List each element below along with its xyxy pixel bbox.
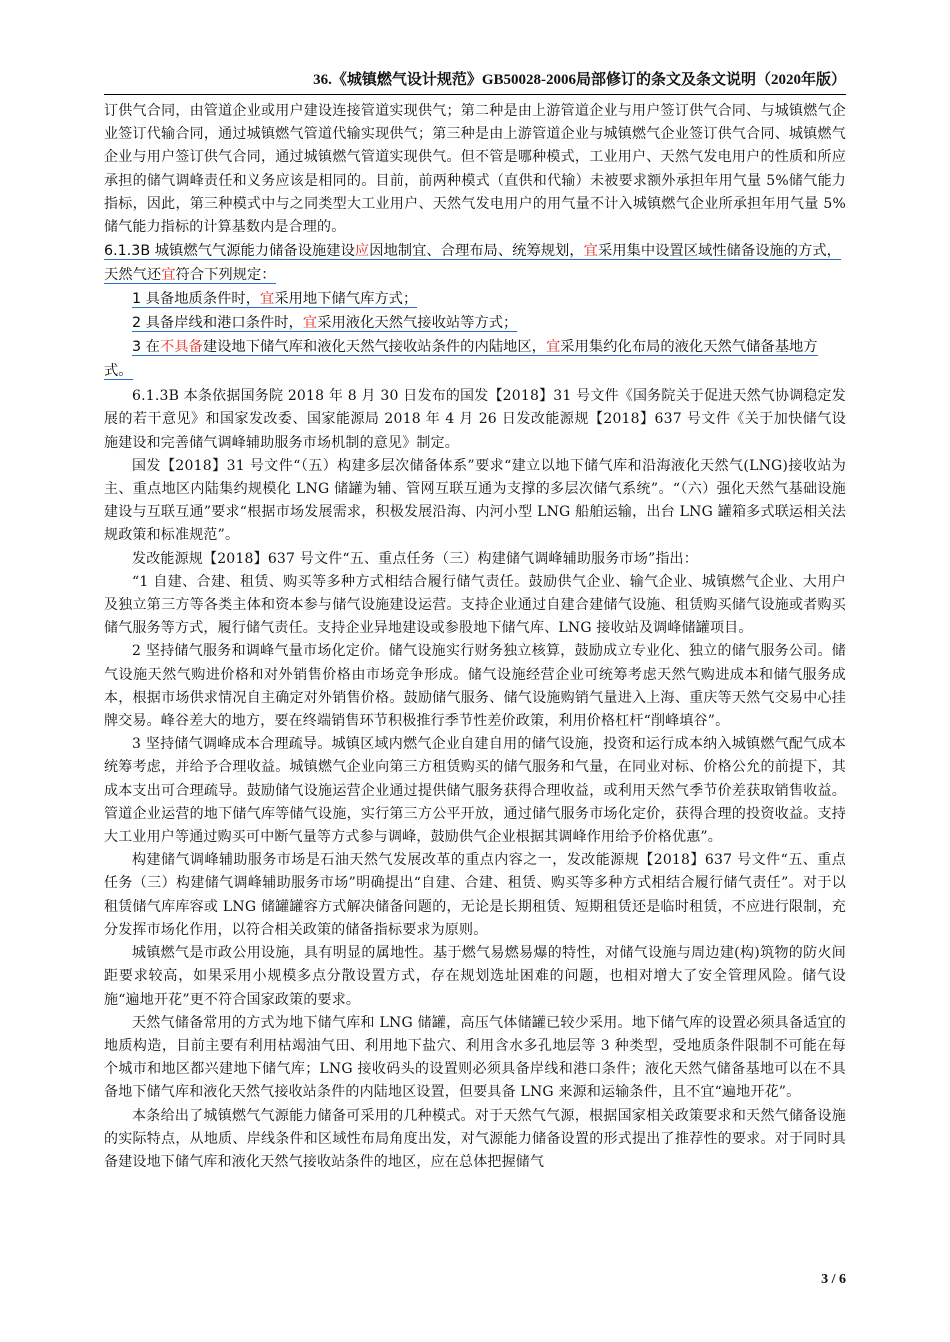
modal-word: 宜 — [302, 315, 318, 332]
clause-text: 6.1.3B 城镇燃气气源能力储备设施建设 — [104, 243, 355, 260]
explanation-paragraph: 3 坚持储气调峰成本合理疏导。城镇区域内燃气企业自建自用的储气设施，投资和运行成本纳入城镇燃气配气成本统筹考虑，并给予合理收益。城镇燃气企业向第三方租赁购买的储气服务和气量，在同业对标、价格公允的前提下，其成本支出可合理疏导。鼓励储气设施运营企业通过提供储气服务获得合理收益，或利用天然气季节价差获取销售收益。管道企业运营的地下储气库等储气设施，实行第三方公平开放，通过储气服务市场化定价，获得合理的投资收益。支持大工业用户等通过购买可中断气量等方式参与调峰，鼓励供气企业根据其调峰作用给予价格优惠”。 — [104, 736, 846, 846]
clause-text: 因地制宜、合理布局、统筹规划， — [369, 243, 584, 260]
clause-text: 建设地下储气库和液化天然气接收站条件的内陆地区， — [202, 339, 546, 356]
page-number: 3 / 6 — [821, 1272, 846, 1287]
clause-heading-line — [104, 243, 841, 284]
modal-word: 应 — [354, 243, 370, 260]
clause-text: 2 具备岸线和港口条件时， — [132, 315, 303, 332]
header-divider — [104, 94, 846, 95]
clause-text: 采用集中设置区域性储备设施的方式，天然气还 — [104, 243, 841, 284]
modal-word: 宜 — [545, 339, 561, 356]
clause-text: 3 在 — [132, 339, 160, 356]
modal-word: 宜 — [161, 267, 176, 284]
page-content — [104, 100, 846, 1174]
clause-item-2 — [104, 311, 846, 335]
explanation-paragraph: 国发【2018】31 号文件“（五）构建多层次储备体系”要求“建立以地下储气库和沿海液化天然气(LNG)接收站为主、重点地区内陆集约规模化 LNG 储罐为辅、管网互联互通为支撑的多层次储气系统”。“（六）强化天然气基础设施建设与互联互通”要求“根据市场发展需求，积极发展沿海、内河小型 LNG 船舶运输，出台 LNG 罐箱多式联运相关法规政策和标准规范”。 — [104, 457, 846, 544]
clause-6-1-3b — [104, 239, 846, 383]
clause-item-line — [104, 339, 818, 380]
clause-item-1 — [104, 287, 846, 311]
explanation-paragraph: 发改能源规【2018】637 号文件“五、重点任务（三）构建储气调峰辅助服务市场”指出： — [132, 550, 698, 567]
explanation-paragraph: 构建储气调峰辅助服务市场是石油天然气发展改革的重点内容之一，发改能源规【2018】637 号文件“五、重点任务（三）构建储气调峰辅助服务市场”明确提出“自建、合建、租赁、购买等多种方式相结合履行储气责任”。对于以租赁储气库库容或 LNG 储罐罐容方式解决储备问题的，无论是长期租赁、短期租赁还是临时租赁，不应进行限制，充分发挥市场化作用，以符合相关政策的储备指标要求为原则。 — [104, 852, 846, 938]
explanation-paragraph: 天然气储备常用的方式为地下储气库和 LNG 储罐，高压气体储罐已较少采用。地下储气库的设置必须具备适宜的地质构造，目前主要有利用枯竭油气田、利用地下盐穴、利用含水多孔地层等 3 种类型，受地质条件限制不可能在每个城市和地区都兴建地下储气库；LNG 接收码头的设置则必须具备岸线和港口条件；液化天然气储备基地可以在不具备地下储气库和液化天然气接收站条件的内陆地区设置，但要具备 LNG 来源和运输条件，且不宜“遍地开花”。 — [104, 1014, 846, 1101]
explanation-paragraph: 6.1.3B 本条依据国务院 2018 年 8 月 30 日发布的国发【2018】31 号文件《国务院关于促进天然气协调稳定发展的若干意见》和国家发改委、国家能源局 2018 年 4 月 26 日发改能源规【2018】637 号文件《关于加快储气设施建设和完善储气调峰辅助服务市场机制的意见》制定。 — [104, 388, 846, 451]
page-header-title: 36.《城镇燃气设计规范》GB50028-2006局部修订的条文及条文说明（2020年版） — [313, 72, 846, 88]
modal-word: 不具备 — [159, 339, 203, 356]
clause-text: 采用地下储气库方式； — [274, 291, 418, 308]
explanation-paragraph: 本条给出了城镇燃气气源能力储备可采用的几种模式。对于天然气气源，根据国家相关政策要求和天然气储备设施的实际特点，从地质、岸线条件和区域性布局角度出发，对气源能力储备设置的形式提出了推荐性的要求。对于同时具备建设地下储气库和液化天然气接收站条件的地区，应在总体把握储气 — [104, 1107, 846, 1170]
clause-text: 1 具备地质条件时， — [132, 291, 261, 308]
explanation-paragraph: 城镇燃气是市政公用设施，具有明显的属地性。基于燃气易燃易爆的特性，对储气设施与周边建(构)筑物的防火间距要求较高，如果采用小规模多点分散设置方式，存在规划选址困难的问题，也相对增大了安全管理风险。储气设施“遍地开花”更不符合国家政策的要求。 — [104, 945, 846, 1008]
clause-explanation — [104, 385, 846, 1174]
clause-item-line — [132, 315, 517, 332]
explanation-paragraph: “1 自建、合建、租赁、购买等多种方式相结合履行储气责任。鼓励供气企业、输气企业、城镇燃气企业、大用户及独立第三方等各类主体和资本参与储气设施建设运营。支持企业通过自建合建储气设施、租赁购买储气设施或者购买储气服务等方式，履行储气责任。支持企业异地建设或参股地下储气库、LNG 接收站及调峰储罐项目。 — [104, 573, 846, 637]
clause-item-3 — [104, 335, 846, 383]
modal-word: 宜 — [583, 243, 598, 260]
clause-text: 采用集约化布局的液化天然气储备基地方式。 — [104, 339, 818, 380]
clause-text: 符合下列规定： — [175, 267, 276, 284]
continued-paragraph: 订供气合同，由管道企业或用户建设连接管道实现供气；第二种是由上游管道企业与用户签订供气合同、与城镇燃气企业签订代输合同，通过城镇燃气管道代输实现供气；第三种是由上游管道企业与城镇燃气企业签订供气合同、城镇燃气企业与用户签订供气合同，通过城镇燃气管道实现供气。但不管是哪种模式，工业用户、天然气发电用户的性质和所应承担的储气调峰责任和义务应该是相同的。目前，前两种模式（直供和代输）未被要求额外承担年用气量 5%储气能力指标，因此，第三种模式中与之同类型大工业用户、天然气发电用户的用气量不计入城镇燃气企业所承担年用气量 5%储气能力指标的计算基数内是合理的。 — [104, 103, 846, 236]
clause-text: 采用液化天然气接收站等方式； — [317, 315, 518, 332]
clause-item-line — [132, 291, 417, 308]
explanation-paragraph: 2 坚持储气服务和调峰气量市场化定价。储气设施实行财务独立核算，鼓励成立专业化、独立的储气服务公司。储气设施天然气购进价格和对外销售价格由市场竞争形成。储气设施经营企业可统筹考虑天然气购进成本和储气服务成本，根据市场供求情况自主确定对外销售价格。鼓励储气服务、储气设施购销气量进入上海、重庆等天然气交易中心挂牌交易。峰谷差大的地方，要在终端销售环节积极推行季节性差价政策，利用价格杠杆“削峰填谷”。 — [104, 643, 846, 730]
modal-word: 宜 — [260, 291, 275, 308]
clause-heading — [104, 239, 846, 287]
